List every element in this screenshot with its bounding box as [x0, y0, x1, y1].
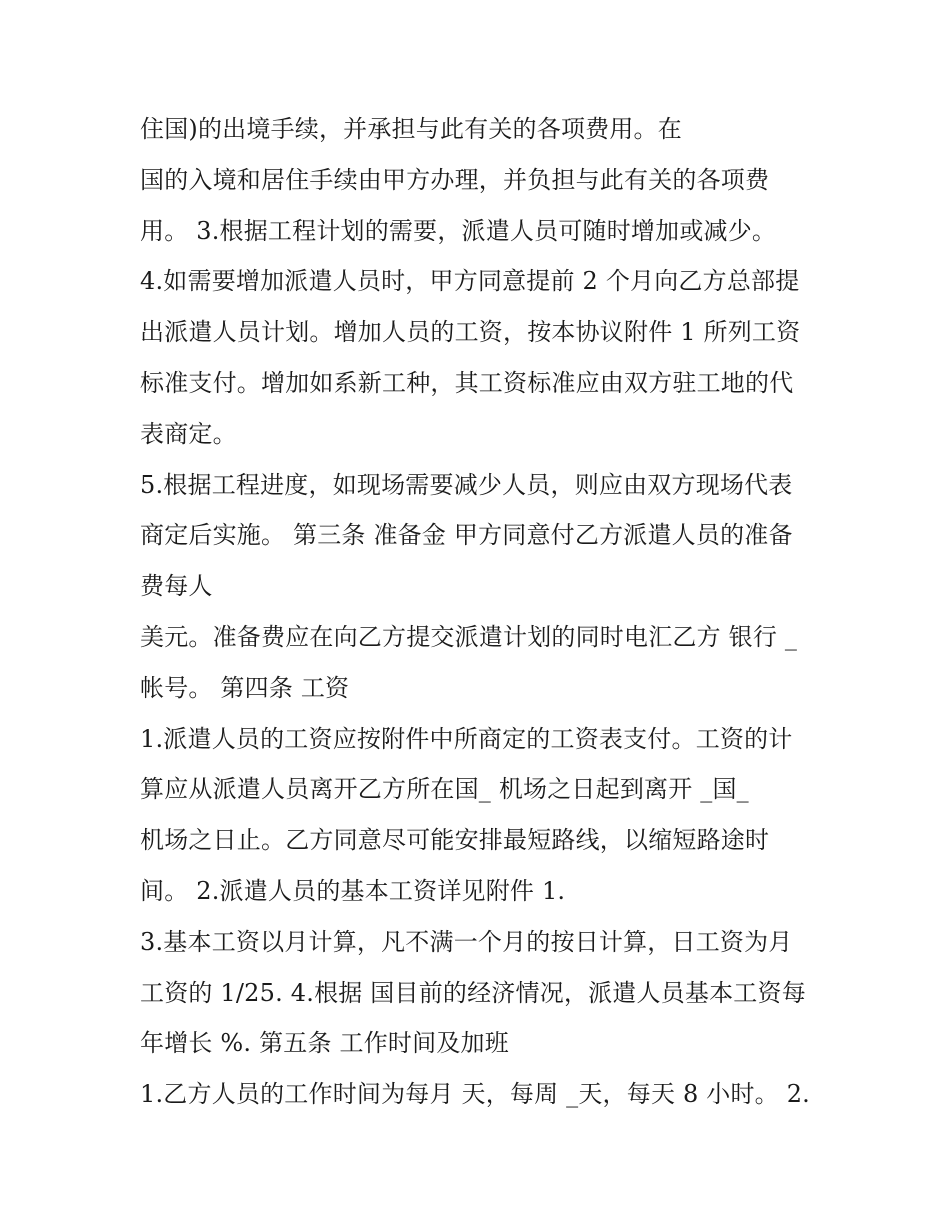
- text-line: 国的入境和居住手续由甲方办理，并负担与此有关的各项费: [140, 165, 770, 194]
- text-line: 年增长 %. 第五条 工作时间及加班: [140, 1029, 509, 1058]
- text-line: 帐号。 第四条 工资: [140, 673, 350, 702]
- text-line: 1.派遣人员的工资应按附件中所商定的工资表支付。工资的计: [140, 724, 793, 753]
- contract-body-text: [140, 109, 840, 1125]
- text-line: 用。 3.根据工程计划的需要，派遣人员可随时增加或减少。: [140, 216, 777, 245]
- text-line: 标准支付。增加如系新工种，其工资标准应由双方驻工地的代: [140, 368, 794, 397]
- text-line: 5.根据工程进度，如现场需要减少人员，则应由双方现场代表: [140, 470, 793, 499]
- text-line: 费每人: [140, 572, 213, 601]
- text-line: 间。 2.派遣人员的基本工资详见附件 1.: [140, 876, 566, 905]
- text-line: 机场之日止。乙方同意尽可能安排最短路线，以缩短路途时: [140, 826, 770, 855]
- text-line: 算应从派遣人员离开乙方所在国_ 机场之日起到离开 _国_: [140, 775, 749, 804]
- text-line: 美元。准备费应在向乙方提交派遣计划的同时电汇乙方 银行 _: [140, 622, 798, 651]
- text-line: 住国)的出境手续，并承担与此有关的各项费用。在: [140, 115, 682, 143]
- text-line: 3.基本工资以月计算，凡不满一个月的按日计算，日工资为月: [140, 927, 793, 956]
- text-line: 商定后实施。 第三条 准备金 甲方同意付乙方派遣人员的准备: [140, 521, 793, 550]
- text-line: 表商定。: [140, 419, 237, 448]
- text-line: 4.如需要增加派遣人员时，甲方同意提前 2 个月向乙方总部提: [140, 267, 800, 296]
- text-line: 出派遣人员计划。增加人员的工资，按本协议附件 1 所列工资: [140, 318, 801, 347]
- text-line: 1.乙方人员的工作时间为每月 天，每周 _天，每天 8 小时。 2.: [140, 1080, 811, 1109]
- text-line: 工资的 1/25. 4.根据 国目前的经济情况，派遣人员基本工资每: [140, 978, 806, 1007]
